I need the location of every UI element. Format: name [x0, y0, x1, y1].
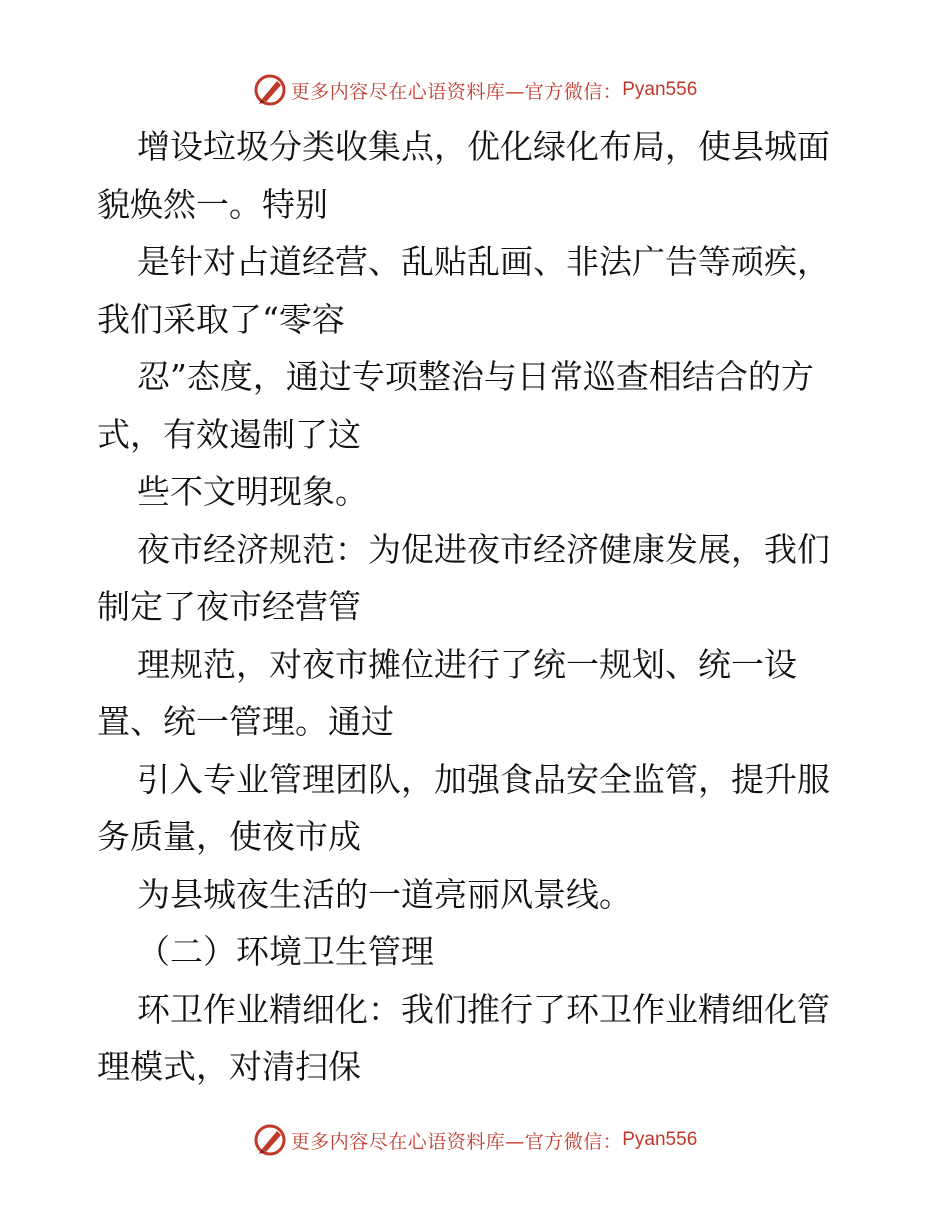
text-line: 我们采取了“零容	[97, 299, 345, 339]
text-line: 环卫作业精细化：我们推行了环卫作业精细化管	[137, 989, 830, 1029]
document-body	[97, 118, 857, 1096]
watermark-wechat-id: Pyan556	[622, 79, 698, 100]
watermark-text: 更多内容尽在心语资料库—官方微信：	[290, 80, 623, 103]
text-line: 式，有效遏制了这	[97, 414, 361, 454]
text-line: 是针对占道经营、乱贴乱画、非法广告等顽疾，	[137, 242, 830, 281]
header-watermark	[0, 70, 950, 110]
watermark-text: 更多内容尽在心语资料库—官方微信：	[290, 1130, 623, 1153]
text-line: 引入专业管理团队，加强食品安全监管，提升服	[137, 759, 830, 799]
pen-logo-icon	[253, 73, 287, 107]
text-line: 理规范，对夜市摊位进行了统一规划、统一设	[137, 644, 797, 684]
text-line: 夜市经济规范：为促进夜市经济健康发展，我们	[137, 529, 830, 569]
text-line: 为县城夜生活的一道亮丽风景线。	[137, 874, 632, 914]
text-line: 务质量，使夜市成	[97, 817, 361, 856]
text-line: 置、统一管理。通过	[97, 702, 394, 741]
watermark-wechat-id: Pyan556	[622, 1129, 698, 1150]
text-line: 些不文明现象。	[137, 472, 368, 511]
text-line: 貌焕然一。特别	[97, 184, 328, 224]
text-line: 理模式，对清扫保	[97, 1047, 361, 1086]
section-heading: （二）环境卫生管理	[137, 932, 434, 971]
pen-logo-icon	[253, 1123, 287, 1157]
text-line: 增设垃圾分类收集点，优化绿化布局，使县城面	[137, 127, 830, 166]
text-line: 制定了夜市经营管	[97, 587, 361, 626]
footer-watermark	[0, 1120, 950, 1160]
text-line: 忍”态度，通过专项整治与日常巡查相结合的方	[137, 357, 814, 396]
